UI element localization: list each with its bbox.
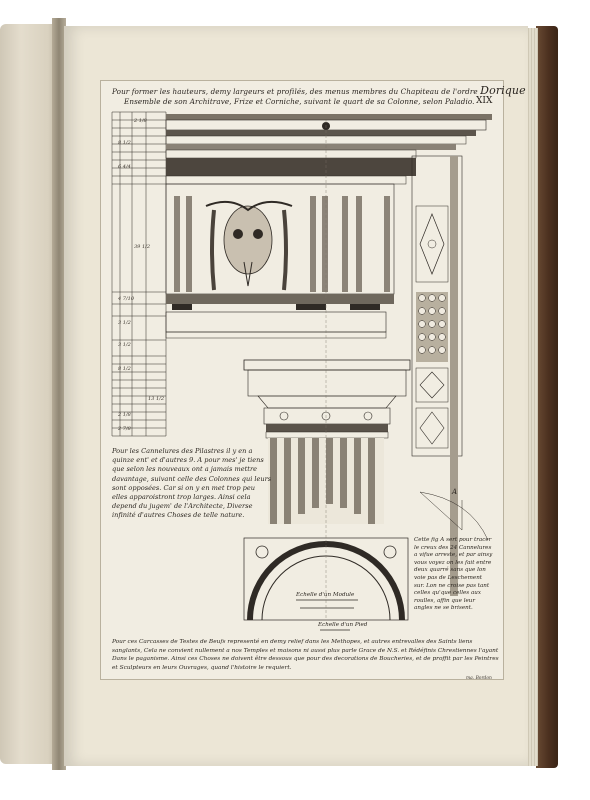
figure-a-note: Cette fig A sert pour tracer le creux des 24 Cannelures a vifue arreste, et par ainsy vous voyez on les fait entre deux quarré sans que lon voie pas de Leschement sur. Lon ne croise pas tant celles qu'que celles aux roulles, affin que leur angles ne se brisent. bbox=[414, 537, 493, 612]
measurement-label: 13 1/2 bbox=[148, 396, 164, 402]
measurement-label: 8 1/2 bbox=[118, 140, 131, 146]
ornament-dot bbox=[429, 347, 436, 354]
pilaster-profile bbox=[412, 156, 462, 596]
measurement-table bbox=[112, 112, 166, 436]
measurement-label: 39 1/2 bbox=[134, 244, 150, 250]
measurement-label: 3 1/2 bbox=[118, 320, 131, 326]
ornament-dot bbox=[419, 347, 426, 354]
ornament-dot bbox=[439, 347, 446, 354]
measurement-label: 4 7/10 bbox=[118, 296, 134, 302]
foot-scale-label: Echelle d'un Pied bbox=[318, 622, 368, 628]
measurement-label: 2 7/8 bbox=[118, 426, 131, 432]
measurement-label: 3 1/2 bbox=[118, 342, 131, 348]
measurement-label: 8 1/2 bbox=[118, 366, 131, 372]
plate-number: XIX bbox=[476, 96, 493, 106]
ornament-dot bbox=[439, 295, 446, 302]
figure-letter: A bbox=[452, 488, 458, 496]
ornament-dot bbox=[419, 321, 426, 328]
ornament-dot bbox=[429, 334, 436, 341]
architrave bbox=[166, 294, 394, 338]
order-name: Dorique bbox=[480, 84, 526, 97]
bucranium-note: Pour ces Carcasses de Testes de Beufs representé en demy relief dans les Methopes, et autres entrevalles des Saints liens sanglants, Cela ne convient nullement a nos Temples et maisons ni aussi plus parle Grace de N.S. et Rédéfinis Chrestiennes l'ayant Dans le paganisme. Ainsi ces Choses ne doivent être dessous que pour des decorations de Boucheries, et de proffit par les Peintres et Sculpteurs en leurs Ouvrages, quand l'histoire le requiert. bbox=[112, 639, 499, 671]
pilaster-flutes-note: Pour les Cannelures des Pilastres il y en a quinze ent' et d'autres 9. A pour mes' je tiens que selon les nouveaux ont a jamais mettre davantage, suivant celle des Colonnes qui leurs sont opposées. Car si on y en met trop peu elles apparoistront trop larges. Ainsi cela depend du jugem' de l'Architecte, Diverse infinité d'autres Choses de telle nature. bbox=[112, 447, 272, 520]
ornament-dot bbox=[419, 334, 426, 341]
cornice bbox=[166, 114, 492, 184]
ornament-dot bbox=[419, 295, 426, 302]
measurement-label: 2 1/8 bbox=[134, 118, 147, 124]
measurement-label: 6 4/4 bbox=[118, 164, 131, 170]
ornament-dot bbox=[439, 321, 446, 328]
frieze bbox=[166, 184, 394, 294]
plate-title-line-2: Ensemble de son Architrave, Frize et Corniche, suivant le quart de sa Colonne, selon Paladio. bbox=[124, 97, 475, 106]
doric-capital bbox=[244, 360, 410, 438]
module-scale-label: Echelle d'un Module bbox=[296, 592, 355, 598]
ornament-dot bbox=[429, 321, 436, 328]
ornament-dot bbox=[439, 334, 446, 341]
ornament-dot bbox=[419, 308, 426, 315]
ornament-dot bbox=[429, 308, 436, 315]
plate-title-line-1: Pour former les hauteurs, demy largeurs et profilés, des menus membres du Chapiteau de l'ordre Dorique bbox=[112, 84, 526, 97]
measurement-label: 2 1/8 bbox=[118, 412, 131, 418]
bucranium bbox=[206, 202, 292, 290]
engraver-signature: ma. Bordon bbox=[466, 676, 492, 681]
ornament-dot bbox=[429, 295, 436, 302]
ornament-dot bbox=[439, 308, 446, 315]
